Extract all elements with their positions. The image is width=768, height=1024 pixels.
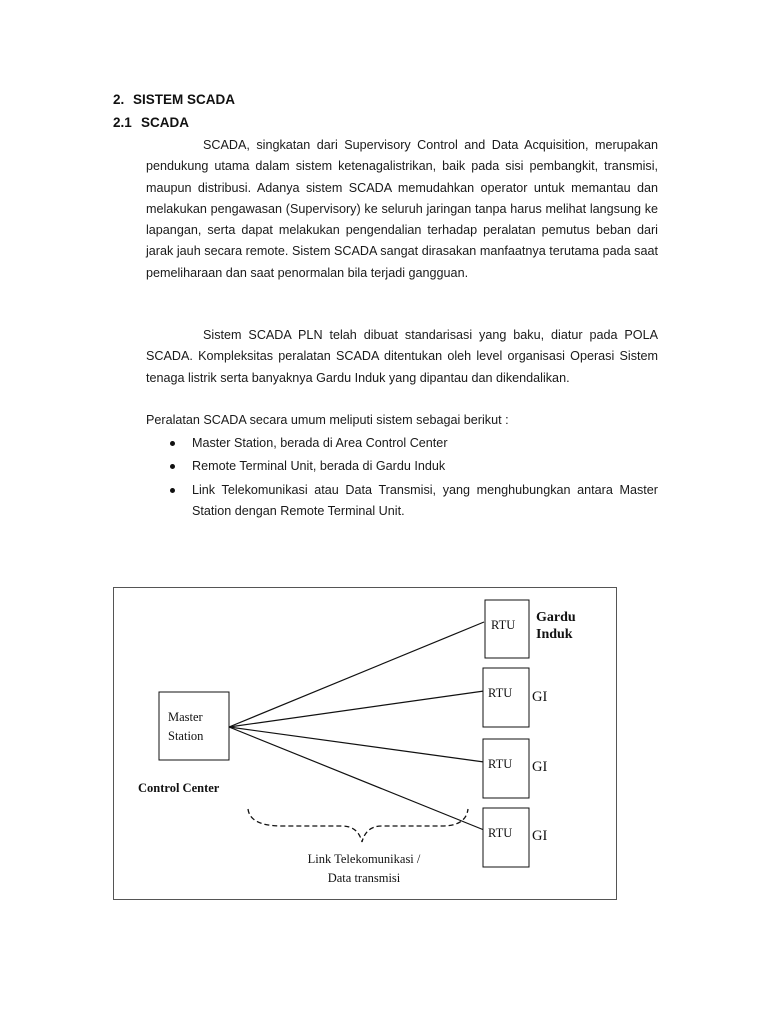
gardu-induk-label-line1: Gardu bbox=[536, 610, 576, 625]
section-title: SISTEM SCADA bbox=[133, 92, 236, 107]
list-intro: Peralatan SCADA secara umum meliputi sistem sebagai berikut : bbox=[146, 413, 509, 427]
link-line-1 bbox=[229, 622, 484, 727]
rtu-label-2: RTU bbox=[488, 686, 513, 700]
gi-label-3: GI bbox=[532, 759, 548, 775]
master-station-label-line1: Master bbox=[168, 710, 203, 724]
gardu-induk-label-line2: Induk bbox=[536, 627, 573, 642]
bullet-icon bbox=[170, 441, 175, 446]
rtu-label-3: RTU bbox=[488, 757, 513, 771]
section-heading bbox=[113, 92, 235, 108]
list-item bbox=[146, 480, 658, 523]
list-item bbox=[146, 433, 658, 454]
link-brace bbox=[248, 809, 468, 842]
list-item-text: Remote Terminal Unit, berada di Gardu Induk bbox=[192, 459, 446, 474]
gi-label-4: GI bbox=[532, 828, 548, 844]
link-line-2 bbox=[229, 691, 484, 727]
link-line-3 bbox=[229, 727, 484, 762]
master-station-label-line2: Station bbox=[168, 729, 204, 743]
section-number: 2. bbox=[113, 92, 125, 107]
subsection-title: SCADA bbox=[141, 115, 190, 130]
list-item bbox=[146, 456, 658, 477]
bullet-icon bbox=[170, 488, 175, 493]
paragraph-scada-definition: SCADA, singkatan dari Supervisory Control and Data Acquisition, merupakan pendukung utama dalam sistem ketenagalistrikan, baik pada sisi pembangkit, transmisi, maupun distribusi. Adanya sistem SCADA memudahkan operator untuk memantau dan melakukan pengawasan (Supervisory) ke seluruh jaringan tanpa harus melihat langsung ke lapangan, serta dapat melakukan pengendalian terhadap peralatan pemutus beban dari jarak jauh secara remote. Sistem SCADA sangat dirasakan manfaatnya terutama pada saat pemeliharaan dan saat penormalan bila terjadi gangguan. bbox=[146, 138, 658, 280]
link-line-4 bbox=[229, 727, 484, 830]
paragraph-scada-pln: Sistem SCADA PLN telah dibuat standarisasi yang baku, diatur pada POLA SCADA. Kompleksitas peralatan SCADA ditentukan oleh level organisasi Operasi Sistem tenaga listrik serta banyaknya Gardu Induk yang dipantau dan dikendalikan. bbox=[146, 328, 658, 385]
subsection-number: 2.1 bbox=[113, 115, 132, 130]
bullet-icon bbox=[170, 464, 175, 469]
gi-label-2: GI bbox=[532, 689, 548, 705]
rtu-label-1: RTU bbox=[491, 618, 516, 632]
control-center-label: Control Center bbox=[138, 781, 220, 795]
link-label-line1: Link Telekomunikasi / bbox=[307, 852, 421, 866]
scada-diagram bbox=[113, 587, 617, 900]
rtu-label-4: RTU bbox=[488, 826, 513, 840]
equipment-list bbox=[146, 433, 658, 524]
subsection-heading bbox=[113, 115, 189, 131]
scada-diagram-svg bbox=[114, 588, 618, 901]
master-station-box bbox=[159, 692, 229, 760]
list-item-text: Link Telekomunikasi atau Data Transmisi, yang menghubungkan antara Master Station dengan Remote Terminal Unit. bbox=[192, 482, 658, 518]
link-label-line2: Data transmisi bbox=[327, 871, 401, 885]
list-item-text: Master Station, berada di Area Control Center bbox=[192, 436, 448, 450]
